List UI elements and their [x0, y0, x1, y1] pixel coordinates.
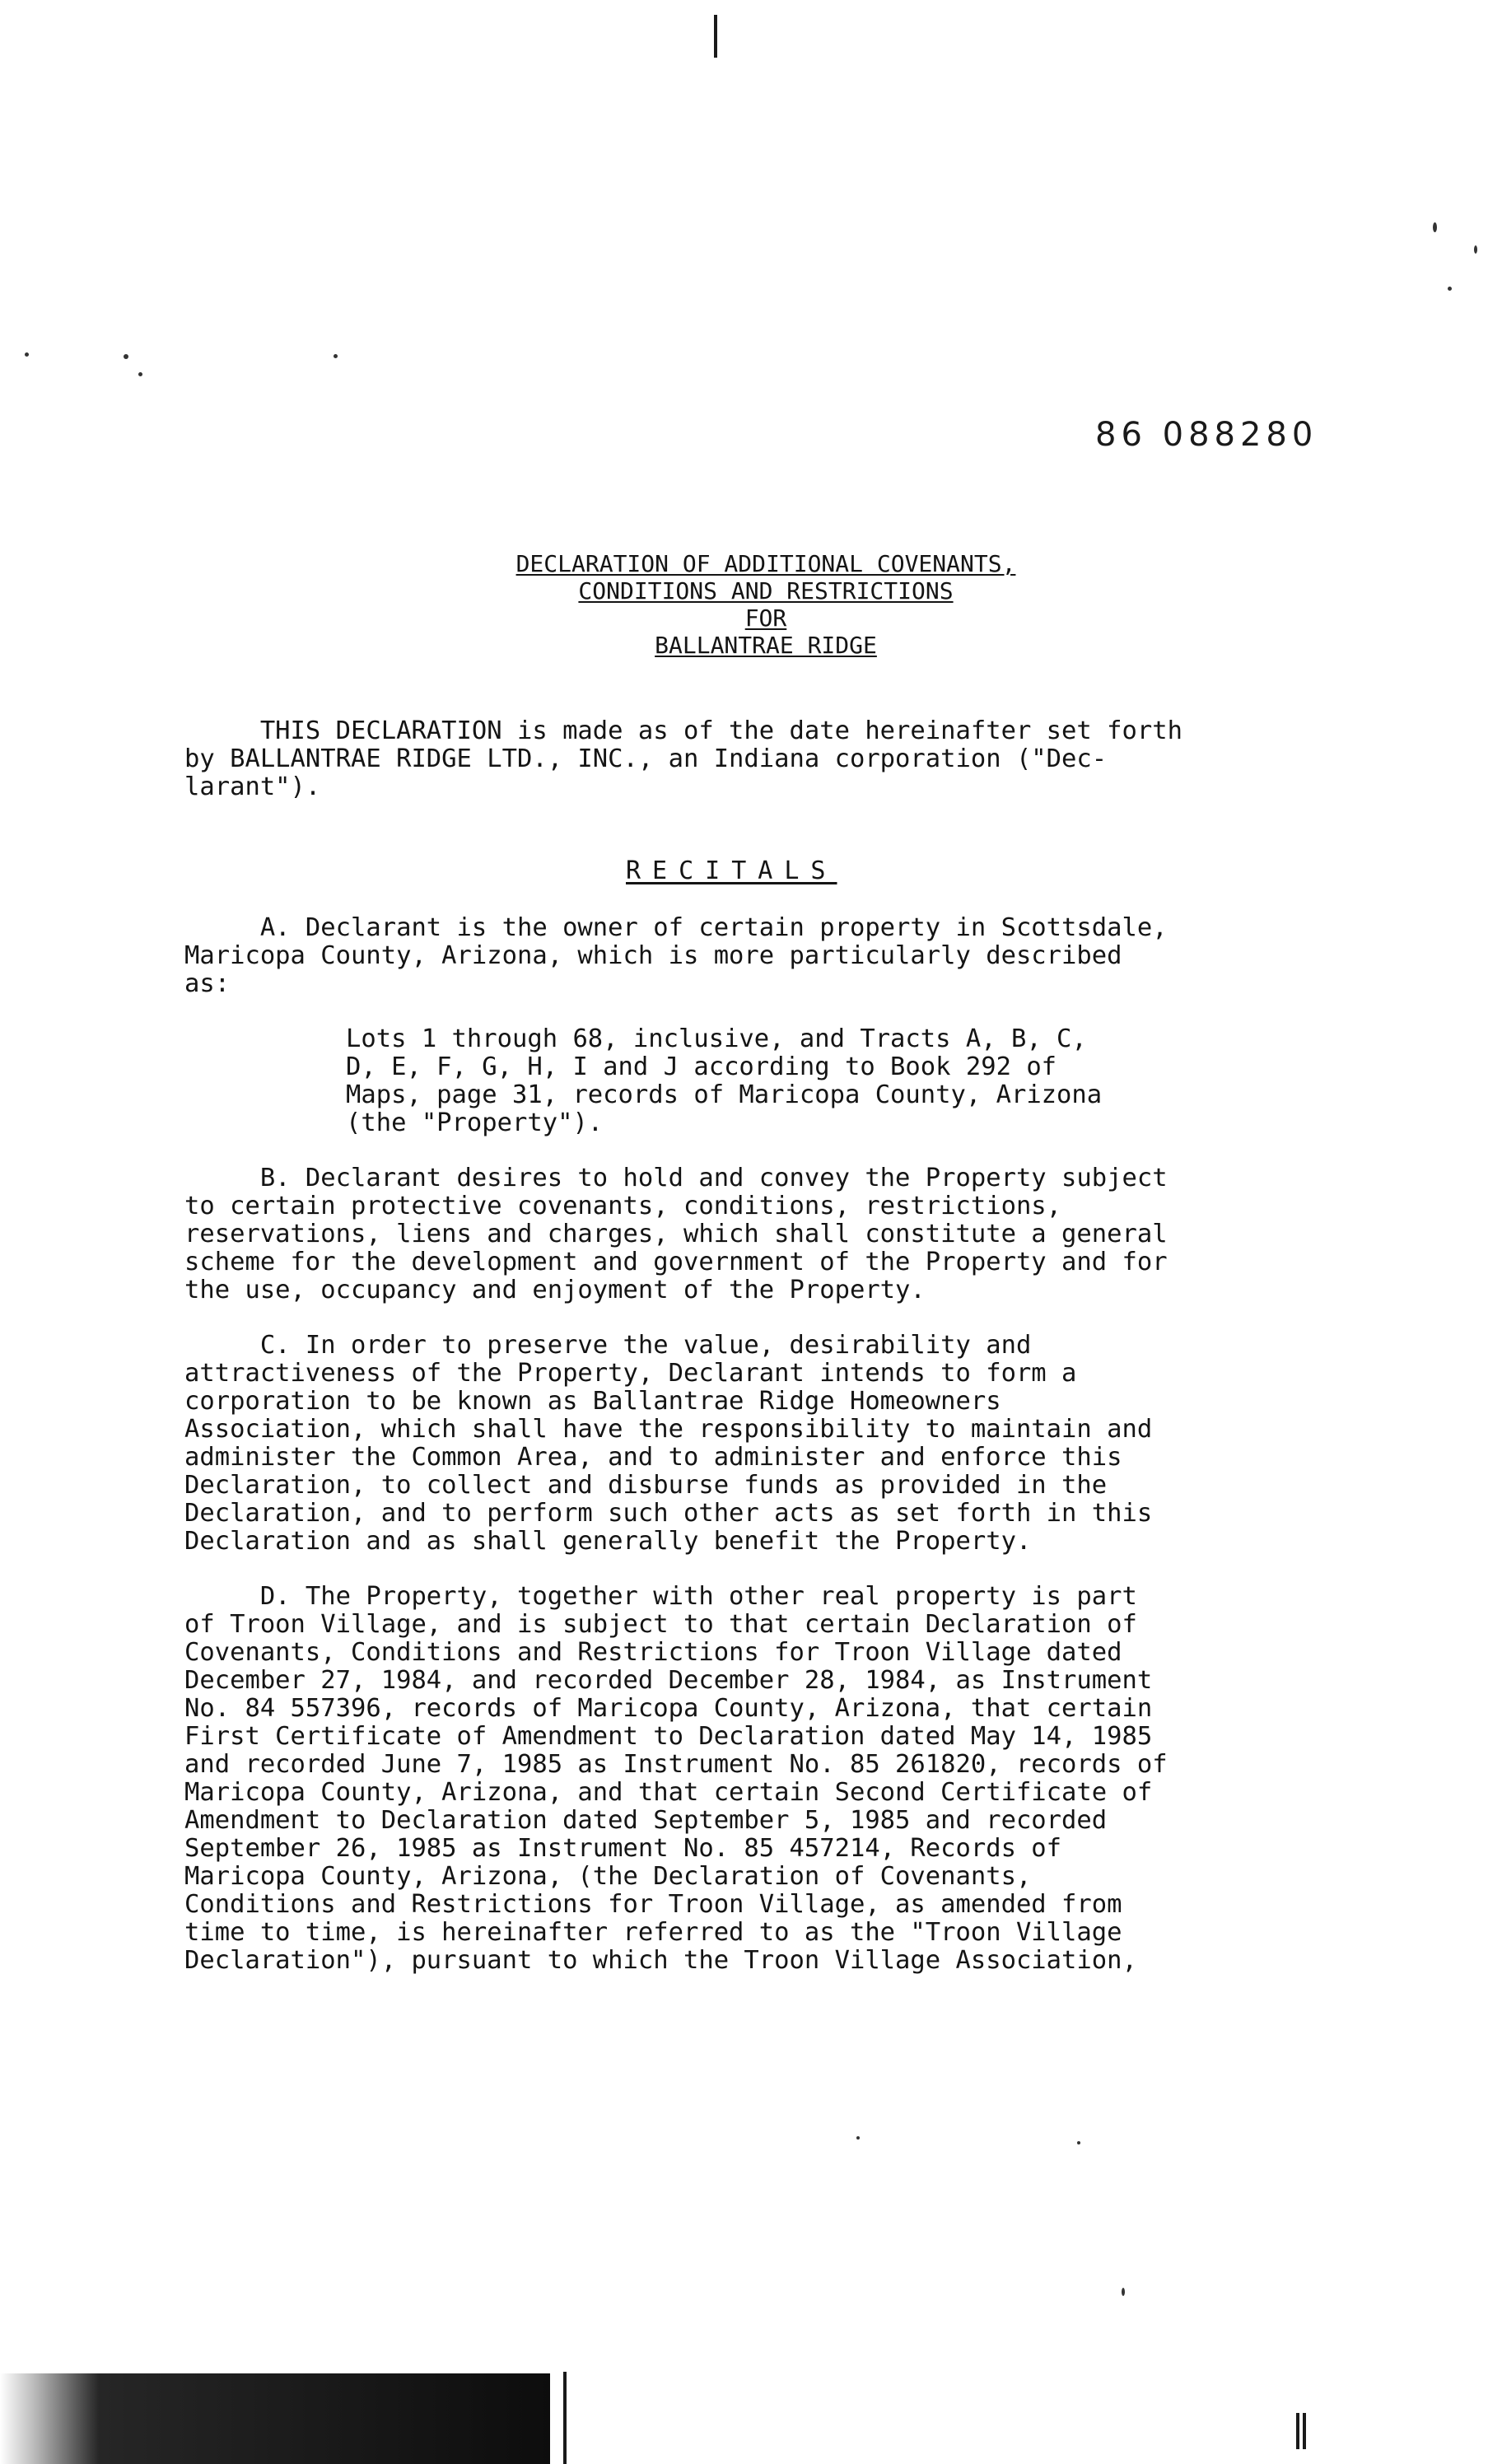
scan-speck	[1474, 245, 1477, 254]
scan-speck	[856, 2136, 860, 2140]
title-line: BALLANTRAE RIDGE	[655, 632, 877, 659]
recital-c-paragraph: C. In order to preserve the value, desirability and attractiveness of the Property, Declarant intends to form a corporation to be known as Ballantrae Ridge Homeowners Association, which shall have the responsibility to maintain and administer the Common Area, and to administer and enforce this Declaration, to collect and disburse funds as provided in the Declaration, and to perform such other acts as set forth in this Declaration and as shall generally benefit the Property.	[184, 1331, 1153, 1556]
document-title	[395, 550, 1136, 659]
scan-speck	[25, 352, 29, 357]
scan-artifact-top-bar	[714, 15, 717, 58]
title-line: DECLARATION OF ADDITIONAL COVENANTS,	[515, 550, 1016, 577]
scan-speck	[1448, 287, 1452, 291]
scan-speck	[1077, 2141, 1080, 2144]
property-description: Lots 1 through 68, inclusive, and Tracts A, B, C, D, E, F, G, H, I and J according to Book 292 of Maps, page 31, records of Maricopa County, Arizona (the "Property").	[346, 1024, 1103, 1137]
scan-artifact-bottom-line	[563, 2372, 567, 2464]
scan-speck	[124, 354, 128, 359]
recording-number: 86 088280	[1095, 416, 1318, 454]
recitals-heading: RECITALS	[626, 856, 837, 885]
scan-speck	[138, 372, 142, 376]
title-line: CONDITIONS AND RESTRICTIONS	[578, 577, 954, 604]
scan-speck	[1122, 2288, 1125, 2296]
scan-artifact-corner-mark	[1303, 2413, 1306, 2449]
intro-paragraph: THIS DECLARATION is made as of the date hereinafter set forth by BALLANTRAE RIDGE LTD., INC., an Indiana corporation ("Dec- larant").	[184, 716, 1182, 801]
scan-artifact-bottom-bar	[0, 2373, 550, 2464]
scan-artifact-corner-mark	[1296, 2413, 1299, 2449]
recital-a-paragraph: A. Declarant is the owner of certain property in Scottsdale, Maricopa County, Arizona, which is more particularly described as:	[184, 913, 1168, 998]
recital-b-paragraph: B. Declarant desires to hold and convey the Property subject to certain protective covenants, conditions, restrictions, reservations, liens and charges, which shall constitute a general scheme for the development and government of the Property and for the use, occupancy and enjoyment of the Property.	[184, 1164, 1168, 1304]
title-line: FOR	[744, 604, 787, 632]
recital-d-paragraph: D. The Property, together with other real property is part of Troon Village, and is subject to that certain Declaration of Covenants, Conditions and Restrictions for Troon Village dated December 27, 1984, and recorded December 28, 1984, as Instrument No. 84 557396, records of Maricopa County, Arizona, that certain First Certificate of Amendment to Declaration dated May 14, 1985 and recorded June 7, 1985 as Instrument No. 85 261820, records of Maricopa County, Arizona, and that certain Second Certificate of Amendment to Declaration dated September 5, 1985 and recorded September 26, 1985 as Instrument No. 85 457214, Records of Maricopa County, Arizona, (the Declaration of Covenants, Conditions and Restrictions for Troon Village, as amended from time to time, is hereinafter referred to as the "Troon Village Declaration"), pursuant to which the Troon Village Association,	[184, 1582, 1168, 1975]
scan-speck	[334, 354, 338, 358]
scan-speck	[1433, 222, 1437, 232]
